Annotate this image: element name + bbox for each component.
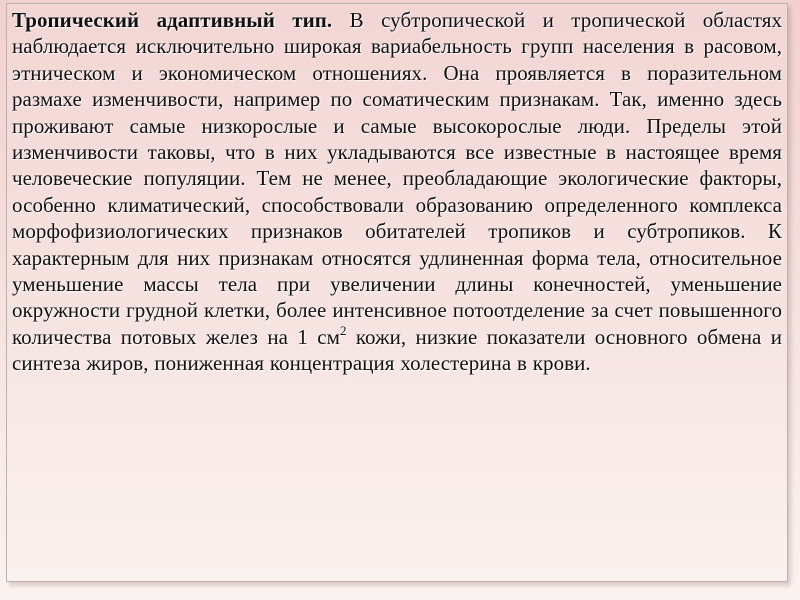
text-box [6, 3, 788, 582]
paragraph-text-end: кожи, низкие показатели основного обмена и синтеза жиров, пониженная концентрация холестерина в крови. [12, 324, 782, 376]
body-paragraph [12, 7, 782, 377]
paragraph-text: В субтропической и тропической областях наблюдается исключительно широкая вариабельность групп населения в расовом, этническом и экономическом отношениях. Она проявляется в поразительном размахе изменчивости, например по соматическим признакам. Так, именно здесь проживают самые низкорослые и самые высокорослые люди. Пределы этой изменчивости таковы, что в них укладываются все известные в настоящее время человеческие популяции. Тем не менее, преобладающие экологические факторы, особенно климатический, способствовали образованию определенного комплекса морфофизиологических признаков обитателей тропиков и субтропиков. К характерным для них признакам относятся удлиненная форма тела, относительное уменьшение массы тела при увеличении длины конечностей, уменьшение окружности грудной клетки, более интенсивное потоотделение за счет повышенного количества потовых желез на 1 см [12, 8, 783, 349]
paragraph-heading: Тропический адаптивный тип. [12, 8, 333, 32]
superscript-unit-exponent: 2 [339, 322, 347, 338]
